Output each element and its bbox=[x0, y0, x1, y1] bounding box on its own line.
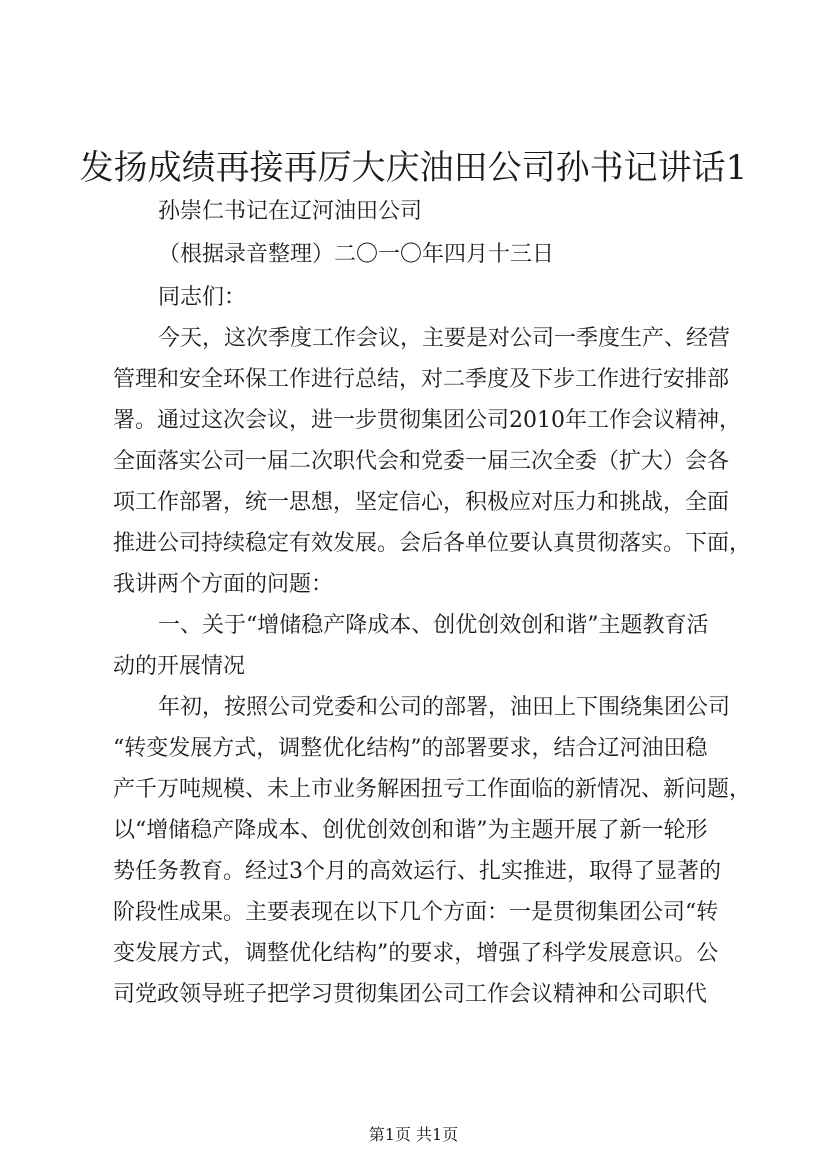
paragraph-line: 今天，这次季度工作会议，主要是对公司一季度生产、经营 bbox=[158, 326, 731, 351]
paragraph-line: 推进公司持续稳定有效发展。会后各单位要认真贯彻落实。下面， bbox=[113, 531, 752, 556]
paragraph-line: 年初，按照公司党委和公司的部署，油田上下围绕集团公司 bbox=[158, 695, 731, 720]
paragraph-line: 我讲两个方面的问题： bbox=[113, 572, 334, 597]
paragraph-line: 阶段性成果。主要表现在以下几个方面：一是贯彻集团公司“转 bbox=[113, 900, 719, 925]
paragraph-line: 署。通过这次会议，进一步贯彻集团公司2010年工作会议精神， bbox=[113, 408, 741, 433]
document-title: 发扬成绩再接再厉大庆油田公司孙书记讲话1 bbox=[79, 148, 748, 188]
date-line: （根据录音整理）二〇一〇年四月十三日 bbox=[158, 242, 555, 267]
paragraph-line: 以“增储稳产降成本、创优创效创和谐”为主题开展了新一轮形 bbox=[113, 818, 708, 843]
paragraph-line: “转变发展方式，调整优化结构”的部署要求，结合辽河油田稳 bbox=[113, 736, 708, 761]
paragraph-line: 项工作部署，统一思想，坚定信心，积极应对压力和挑战，全面 bbox=[113, 490, 730, 515]
author-line: 孙崇仁书记在辽河油田公司 bbox=[158, 199, 423, 224]
salutation: 同志们： bbox=[158, 285, 247, 310]
paragraph-line: 势任务教育。经过3个月的高效运行、扎实推进，取得了显著的 bbox=[113, 859, 721, 884]
paragraph-line: 变发展方式，调整优化结构”的要求，增强了科学发展意识。公 bbox=[113, 941, 719, 966]
section-heading: 一、关于“增储稳产降成本、创优创效创和谐”主题教育活 bbox=[158, 613, 709, 638]
paragraph-line: 产千万吨规模、未上市业务解困扭亏工作面临的新情况、新问题， bbox=[113, 777, 752, 802]
page-footer: 第1页 共1页 bbox=[368, 1125, 459, 1144]
section-heading: 动的开展情况 bbox=[113, 654, 246, 679]
paragraph-line: 管理和安全环保工作进行总结，对二季度及下步工作进行安排部 bbox=[113, 367, 730, 392]
paragraph-line: 司党政领导班子把学习贯彻集团公司工作会议精神和公司职代 bbox=[113, 982, 708, 1007]
paragraph-line: 全面落实公司一届二次职代会和党委一届三次全委（扩大）会各 bbox=[113, 449, 730, 474]
